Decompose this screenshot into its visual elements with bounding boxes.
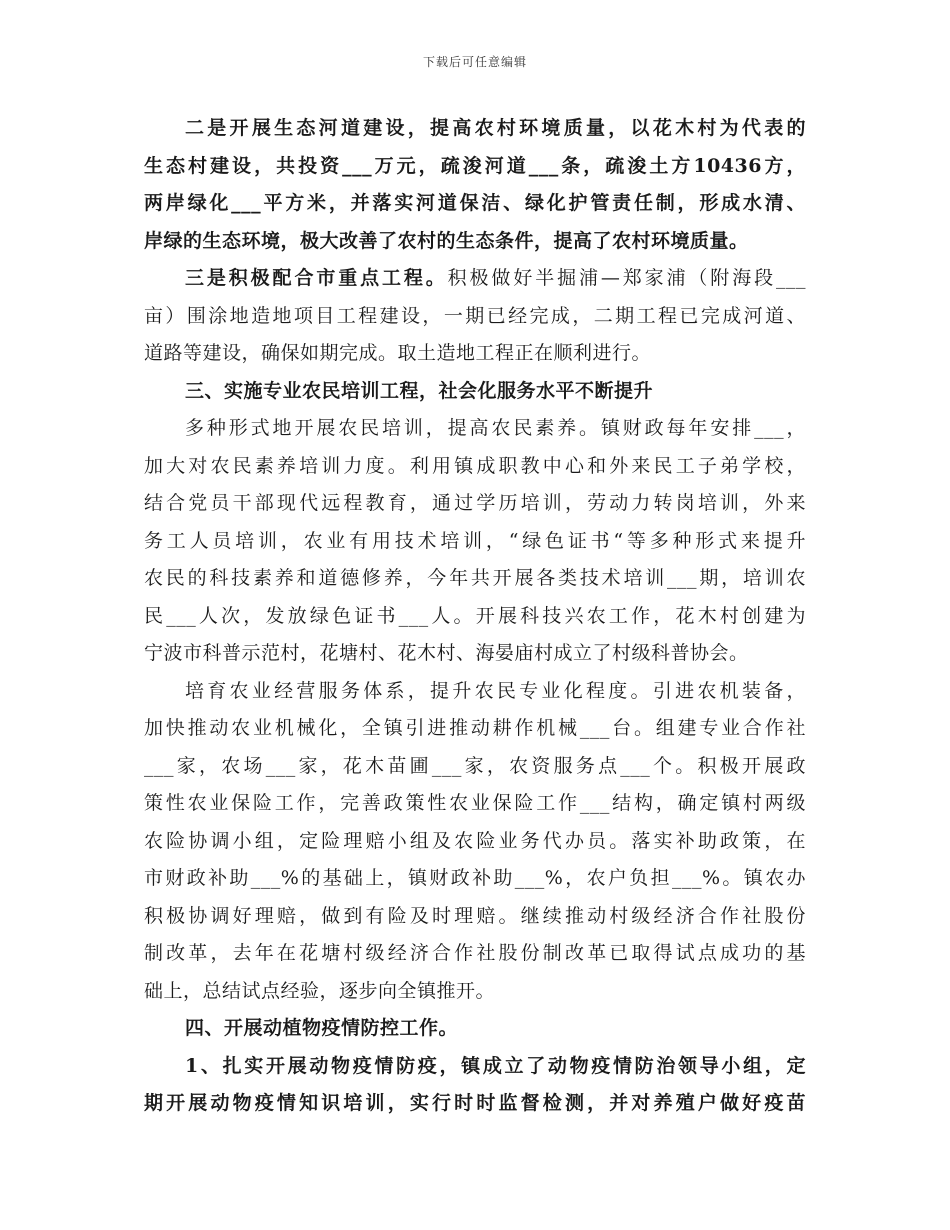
paragraph-line: 多种形式地开展农民培训，提高农民素养。镇财政每年安排___， [185,417,806,439]
paragraph-line: 道路等建设，确保如期完成。取土造地工程正在顺利进行。 [144,342,652,364]
paragraph-line: ___家，农场___家，花木苗圃___家，农资服务点___个。积极开展政 [144,754,806,777]
paragraph-line: 础上，总结试点经验，逐步向全镇推开。 [144,979,496,1002]
paragraph-line: 策性农业保险工作，完善政策性农业保险工作___结构，确定镇村两级 [144,792,806,814]
document-body [144,110,806,1123]
paragraph-line: 民___人次，发放绿色证书___人。开展科技兴农工作，花木村创建为 [144,604,806,627]
paragraph-line: 加大对农民素养培训力度。利用镇成职教中心和外来民工子弟学校， [144,454,806,477]
paragraph-line: 市财政补助___%的基础上，镇财政补助___%，农户负担___%。镇农办 [144,867,806,889]
paragraph-line: 结合党员干部现代远程教育，通过学历培训，劳动力转岗培训，外来 [144,492,806,514]
paragraph-line: 制改革，去年在花塘村级经济合作社股份制改革已取得试点成功的基 [144,942,806,964]
paragraph-line: 积极协调好理赔，做到有险及时理赔。继续推动村级经济合作社股份 [144,904,806,927]
paragraph-line: 期开展动物疫情知识培训，实行时时监督检测，并对养殖户做好疫苗 [144,1092,806,1114]
inline-text: 积极做好半掘浦—郑家浦（附海段___ [447,267,806,289]
paragraph-line: 岸绿的生态环境，极大改善了农村的生态条件，提高了农村环境质量。 [144,229,749,252]
inline-bold-heading: 三是积极配合市重点工程。 [185,267,448,289]
paragraph-line: 培育农业经营服务体系，提升农民专业化程度。引进农机装备， [185,679,806,702]
paragraph-line: 二是开展生态河道建设，提高农村环境质量，以花木村为代表的 [185,117,806,139]
paragraph-line: 生态村建设，共投资___万元，疏浚河道___条，疏浚土方10436方， [144,154,806,177]
section-heading: 三、实施专业农民培训工程，社会化服务水平不断提升 [185,379,654,402]
paragraph-line: 务工人员培训，农业有用技术培训，“绿色证书“等多种形式来提升 [144,529,806,552]
paragraph-line: 亩）围涂地造地项目工程建设，一期已经完成，二期工程已完成河道、 [144,304,806,327]
paragraph-line: 加快推动农业机械化，全镇引进推动耕作机械___台。组建专业合作社 [144,717,806,739]
paragraph-line: 农民的科技素养和道德修养，今年共开展各类技术培训___期，培训农 [144,567,806,589]
paragraph-line [144,260,806,298]
paragraph-line: 宁波市科普示范村，花塘村、花木村、海晏庙村成立了村级科普协会。 [144,642,749,664]
paragraph-line: 农险协调小组，定险理赔小组及农险业务代办员。落实补助政策，在 [144,829,806,852]
paragraph-line: 两岸绿化___平方米，并落实河道保洁、绿化护管责任制，形成水清、 [144,192,806,214]
section-heading: 四、开展动植物疫情防控工作。 [185,1017,459,1039]
paragraph-line: 1、扎实开展动物疫情防疫，镇成立了动物疫情防治领导小组，定 [185,1054,806,1077]
page-header: 下载后可任意编辑 [422,55,527,69]
